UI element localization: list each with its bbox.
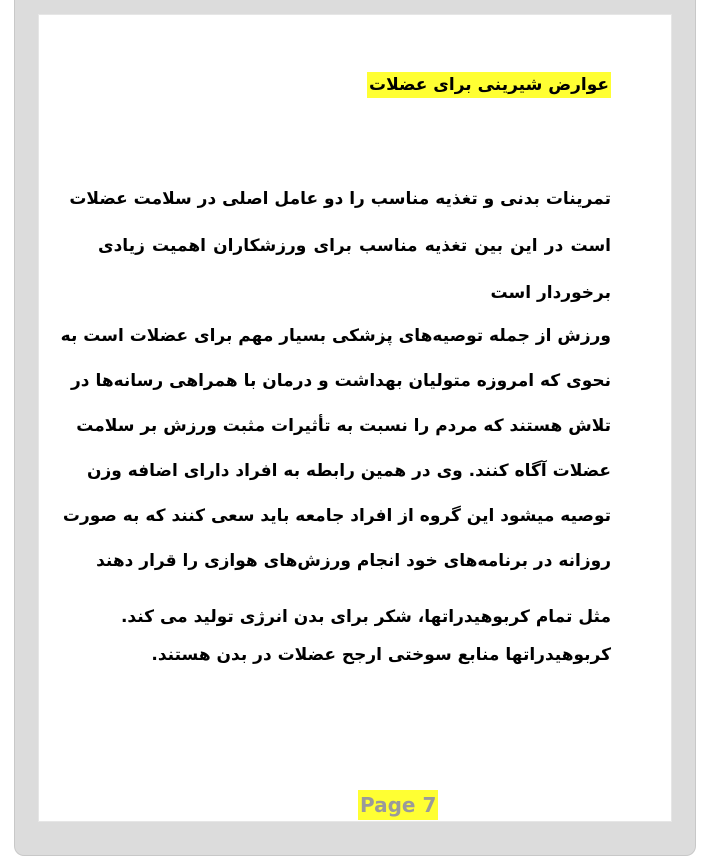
- paragraph-line: مثل تمام کربوهیدراتها، شکر برای بدن انرژی تولید می کند.: [120, 607, 611, 627]
- page-number: Page 7: [358, 790, 438, 820]
- paragraph-line: برخوردار است: [490, 283, 611, 303]
- paragraph-line: نحوی که امروزه متولیان بهداشت و درمان با همراهی رسانه‌ها در: [71, 371, 611, 391]
- paragraph-3: [98, 598, 611, 674]
- paragraph-line: توصیه میشود این گروه از افراد جامعه باید سعی کنند که به صورت: [62, 506, 611, 526]
- paragraph-line: تلاش هستند که مردم را نسبت به تأثیرات مثبت ورزش بر سلامت: [76, 416, 611, 436]
- paragraph-1: [69, 176, 611, 317]
- document-title: عوارض شیرینی برای عضلات: [367, 72, 611, 98]
- paragraph-line: ورزش از جمله توصیه‌های پزشکی بسیار مهم برای عضلات است به: [60, 326, 611, 346]
- document-page: [38, 14, 672, 822]
- paragraph-line: عضلات آگاه کنند. وی در همین رابطه به افراد دارای اضافه وزن: [86, 461, 611, 481]
- paragraph-line: تمرینات بدنی و تغذیه مناسب را دو عامل اصلی در سلامت عضلات: [69, 189, 611, 209]
- paragraph-2: [60, 314, 611, 584]
- paragraph-line: کربوهیدراتها منابع سوختی ارجح عضلات در بدن هستند.: [151, 645, 611, 665]
- paragraph-line: روزانه در برنامه‌های خود انجام ورزش‌های هوازی را قرار دهند: [96, 551, 611, 571]
- paragraph-line: است در این بین تغذیه مناسب برای ورزشکاران اهمیت زیادی: [98, 236, 611, 256]
